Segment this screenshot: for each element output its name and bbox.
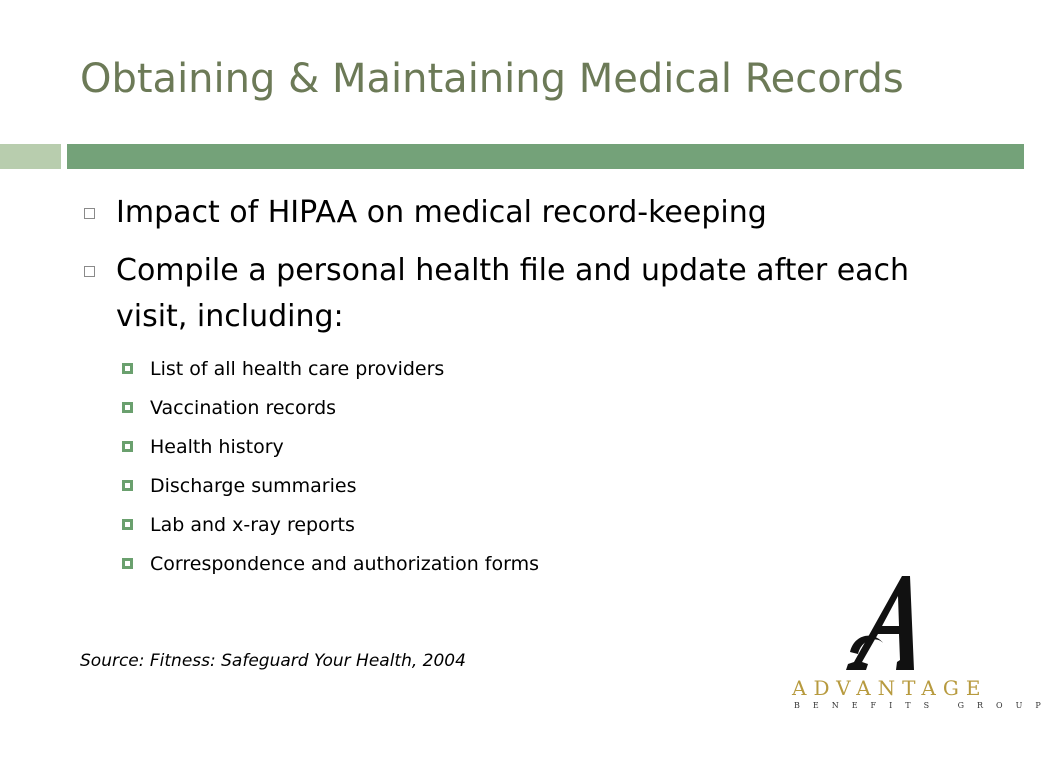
slide-title: Obtaining & Maintaining Medical Records (80, 56, 904, 102)
sub-bullet-square-icon (122, 480, 133, 491)
sub-bullet-item (122, 350, 539, 389)
header-bar-light (0, 144, 61, 169)
sub-bullet-square-icon (122, 558, 133, 569)
sub-bullet-square-icon (122, 363, 133, 374)
sub-bullet-text: Correspondence and authorization forms (150, 553, 539, 575)
sub-bullet-item (122, 467, 539, 506)
logo-name: ADVANTAGE (792, 676, 988, 700)
bullet-box-icon (84, 266, 95, 277)
bullet-text: Compile a personal health file and update after each visit, including: (116, 253, 910, 334)
sub-bullet-text: Vaccination records (150, 397, 337, 419)
bullet-item (80, 190, 960, 236)
sub-bullet-item (122, 428, 539, 467)
bullet-box-icon (84, 208, 95, 219)
sub-bullet-text: List of all health care providers (150, 358, 445, 380)
bullet-item (80, 248, 960, 340)
header-bar-dark (67, 144, 1024, 169)
sub-bullet-list (122, 350, 539, 584)
sub-bullet-text: Health history (150, 436, 284, 458)
bullet-text: Impact of HIPAA on medical record-keeping (116, 195, 767, 230)
sub-bullet-square-icon (122, 519, 133, 530)
sub-bullet-square-icon (122, 402, 133, 413)
source-citation: Source: Fitness: Safeguard Your Health, 2004 (80, 651, 466, 671)
sub-bullet-item (122, 389, 539, 428)
logo-a-mark-icon (844, 574, 924, 674)
company-logo (784, 574, 1054, 714)
sub-bullet-text: Discharge summaries (150, 475, 357, 497)
sub-bullet-square-icon (122, 441, 133, 452)
logo-tagline: BENEFITS GROUP (794, 701, 1054, 710)
sub-bullet-item (122, 545, 539, 584)
bullet-list (80, 190, 960, 352)
sub-bullet-text: Lab and x-ray reports (150, 514, 355, 536)
sub-bullet-item (122, 506, 539, 545)
